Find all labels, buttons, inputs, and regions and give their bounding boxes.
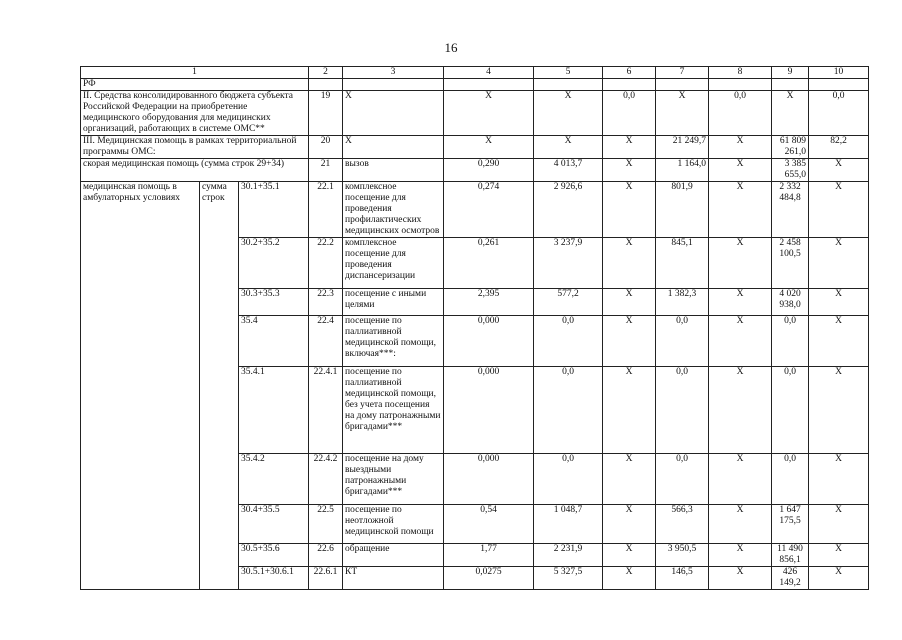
value-cell: X: [809, 289, 869, 316]
row-number: 22.4.2: [309, 454, 343, 505]
value-cell: 801,9: [656, 182, 709, 238]
row-number: 22.2: [309, 238, 343, 289]
value-cell: 0,54: [444, 505, 534, 544]
value-cell: 61 809 261,0: [772, 136, 809, 159]
row-number: 22.4.1: [309, 367, 343, 454]
ambulatory-label: медицинская помощь в амбулаторных условиях: [81, 182, 200, 590]
value-cell: 1 164,0: [656, 159, 709, 182]
header-cell: 2: [309, 67, 343, 79]
value-cell: X: [709, 316, 772, 367]
row-number: 22.5: [309, 505, 343, 544]
header-cell: 5: [534, 67, 603, 79]
header-cell: 4: [444, 67, 534, 79]
row-number: 21: [309, 159, 343, 182]
lines-cell: 30.3+35.3: [239, 289, 309, 316]
value-cell: 0,290: [444, 159, 534, 182]
value-cell: X: [603, 136, 656, 159]
lines-cell: 30.2+35.2: [239, 238, 309, 289]
value-cell: X: [709, 567, 772, 590]
value-cell: X: [809, 316, 869, 367]
value-cell: 1 647 175,5: [772, 505, 809, 544]
value-cell: X: [603, 159, 656, 182]
value-cell: X: [444, 91, 534, 136]
row-number: 22.4: [309, 316, 343, 367]
value-cell: X: [603, 316, 656, 367]
value-cell: 5 327,5: [534, 567, 603, 590]
value-cell: X: [709, 544, 772, 567]
value-cell: 0,274: [444, 182, 534, 238]
lines-cell: 35.4.2: [239, 454, 309, 505]
table-row: [81, 136, 869, 159]
row-name: II. Средства консолидированного бюджета субъекта Российской Федерации на приобретение медицинского оборудования для медицинских организаций, работающих в системе ОМС**: [81, 91, 309, 136]
value-cell: X: [709, 159, 772, 182]
row-number: 22.6: [309, 544, 343, 567]
header-cell: 9: [772, 67, 809, 79]
value-cell: X: [603, 238, 656, 289]
value-cell: 0,0: [656, 454, 709, 505]
value-cell: 0,0: [809, 91, 869, 136]
value-cell: X: [809, 454, 869, 505]
unit-cell: комплексное посещение для проведения диспансеризации: [343, 238, 444, 289]
unit-cell: КТ: [343, 567, 444, 590]
value-cell: 146,5: [656, 567, 709, 590]
value-cell: X: [534, 136, 603, 159]
budget-table: [80, 66, 869, 590]
value-cell: 566,3: [656, 505, 709, 544]
value-cell: 3 237,9: [534, 238, 603, 289]
value-cell: X: [709, 505, 772, 544]
value-cell: X: [444, 136, 534, 159]
value-cell: X: [603, 289, 656, 316]
value-cell: 0,0: [656, 316, 709, 367]
sum-label: сумма строк: [200, 182, 239, 590]
value-cell: 4 020 938,0: [772, 289, 809, 316]
value-cell: X: [603, 182, 656, 238]
value-cell: 2 926,6: [534, 182, 603, 238]
unit-cell: посещение по неотложной медицинской помощи: [343, 505, 444, 544]
value-cell: 2,395: [444, 289, 534, 316]
rf-row: [81, 79, 869, 91]
value-cell: X: [809, 567, 869, 590]
row-number: 22.3: [309, 289, 343, 316]
value-cell: 845,1: [656, 238, 709, 289]
value-cell: X: [809, 544, 869, 567]
value-cell: 0,0: [709, 91, 772, 136]
value-cell: 1,77: [444, 544, 534, 567]
value-cell: 0,0: [534, 316, 603, 367]
value-cell: X: [656, 91, 709, 136]
lines-cell: 30.1+35.1: [239, 182, 309, 238]
unit-cell: вызов: [343, 159, 444, 182]
value-cell: 3 385 655,0: [772, 159, 809, 182]
value-cell: 0,000: [444, 316, 534, 367]
page-number: 16: [444, 40, 458, 55]
value-cell: X: [709, 238, 772, 289]
lines-cell: 30.5+35.6: [239, 544, 309, 567]
value-cell: X: [709, 454, 772, 505]
unit-cell: посещение на дому выездными патронажными бригадами***: [343, 454, 444, 505]
header-cell: 8: [709, 67, 772, 79]
value-cell: 0,0: [656, 367, 709, 454]
value-cell: 0,0: [534, 367, 603, 454]
unit-cell: посещение по паллиативной медицинской помощи, без учета посещения на дому патронажными бригадами***: [343, 367, 444, 454]
lines-cell: 30.5.1+30.6.1: [239, 567, 309, 590]
value-cell: X: [809, 367, 869, 454]
value-cell: 0,0: [603, 91, 656, 136]
rf-cell: РФ: [81, 79, 309, 91]
unit-cell: X: [343, 91, 444, 136]
value-cell: 1 048,7: [534, 505, 603, 544]
value-cell: 0,0: [772, 367, 809, 454]
value-cell: 2 332 484,8: [772, 182, 809, 238]
value-cell: 21 249,7: [656, 136, 709, 159]
value-cell: 2 458 100,5: [772, 238, 809, 289]
value-cell: 0,0: [772, 316, 809, 367]
value-cell: X: [534, 91, 603, 136]
row-number: 19: [309, 91, 343, 136]
value-cell: X: [809, 505, 869, 544]
table-row: [81, 159, 869, 182]
value-cell: 426 149,2: [772, 567, 809, 590]
row-number: 22.1: [309, 182, 343, 238]
lines-cell: 30.4+35.5: [239, 505, 309, 544]
value-cell: X: [709, 367, 772, 454]
value-cell: X: [603, 367, 656, 454]
value-cell: 0,0: [772, 454, 809, 505]
header-cell: 6: [603, 67, 656, 79]
value-cell: 3 950,5: [656, 544, 709, 567]
row-number: 22.6.1: [309, 567, 343, 590]
row-name: скорая медицинская помощь (сумма строк 29+34): [81, 159, 309, 182]
value-cell: X: [603, 544, 656, 567]
value-cell: 82,2: [809, 136, 869, 159]
value-cell: X: [809, 182, 869, 238]
value-cell: 1 382,3: [656, 289, 709, 316]
header-cell: 10: [809, 67, 869, 79]
value-cell: 4 013,7: [534, 159, 603, 182]
header-cell: 7: [656, 67, 709, 79]
header-row: [81, 67, 869, 79]
unit-cell: обращение: [343, 544, 444, 567]
value-cell: 0,000: [444, 454, 534, 505]
value-cell: 2 231,9: [534, 544, 603, 567]
unit-cell: комплексное посещение для проведения профилактических медицинских осмотров: [343, 182, 444, 238]
value-cell: X: [709, 182, 772, 238]
unit-cell: посещение по паллиативной медицинской помощи, включая***:: [343, 316, 444, 367]
value-cell: 0,0: [534, 454, 603, 505]
lines-cell: 35.4.1: [239, 367, 309, 454]
value-cell: X: [603, 567, 656, 590]
value-cell: 11 490 856,1: [772, 544, 809, 567]
row-name: III. Медицинская помощь в рамках территориальной программы ОМС:: [81, 136, 309, 159]
value-cell: X: [772, 91, 809, 136]
value-cell: X: [709, 289, 772, 316]
value-cell: X: [709, 136, 772, 159]
value-cell: X: [603, 454, 656, 505]
unit-cell: посещение с иными целями: [343, 289, 444, 316]
value-cell: X: [603, 505, 656, 544]
value-cell: 0,261: [444, 238, 534, 289]
value-cell: X: [809, 238, 869, 289]
header-cell: 1: [81, 67, 309, 79]
value-cell: 577,2: [534, 289, 603, 316]
value-cell: 0,000: [444, 367, 534, 454]
lines-cell: 35.4: [239, 316, 309, 367]
header-cell: 3: [343, 67, 444, 79]
value-cell: 0,0275: [444, 567, 534, 590]
table-row: [81, 182, 869, 238]
value-cell: X: [809, 159, 869, 182]
table-row: [81, 91, 869, 136]
row-number: 20: [309, 136, 343, 159]
unit-cell: X: [343, 136, 444, 159]
